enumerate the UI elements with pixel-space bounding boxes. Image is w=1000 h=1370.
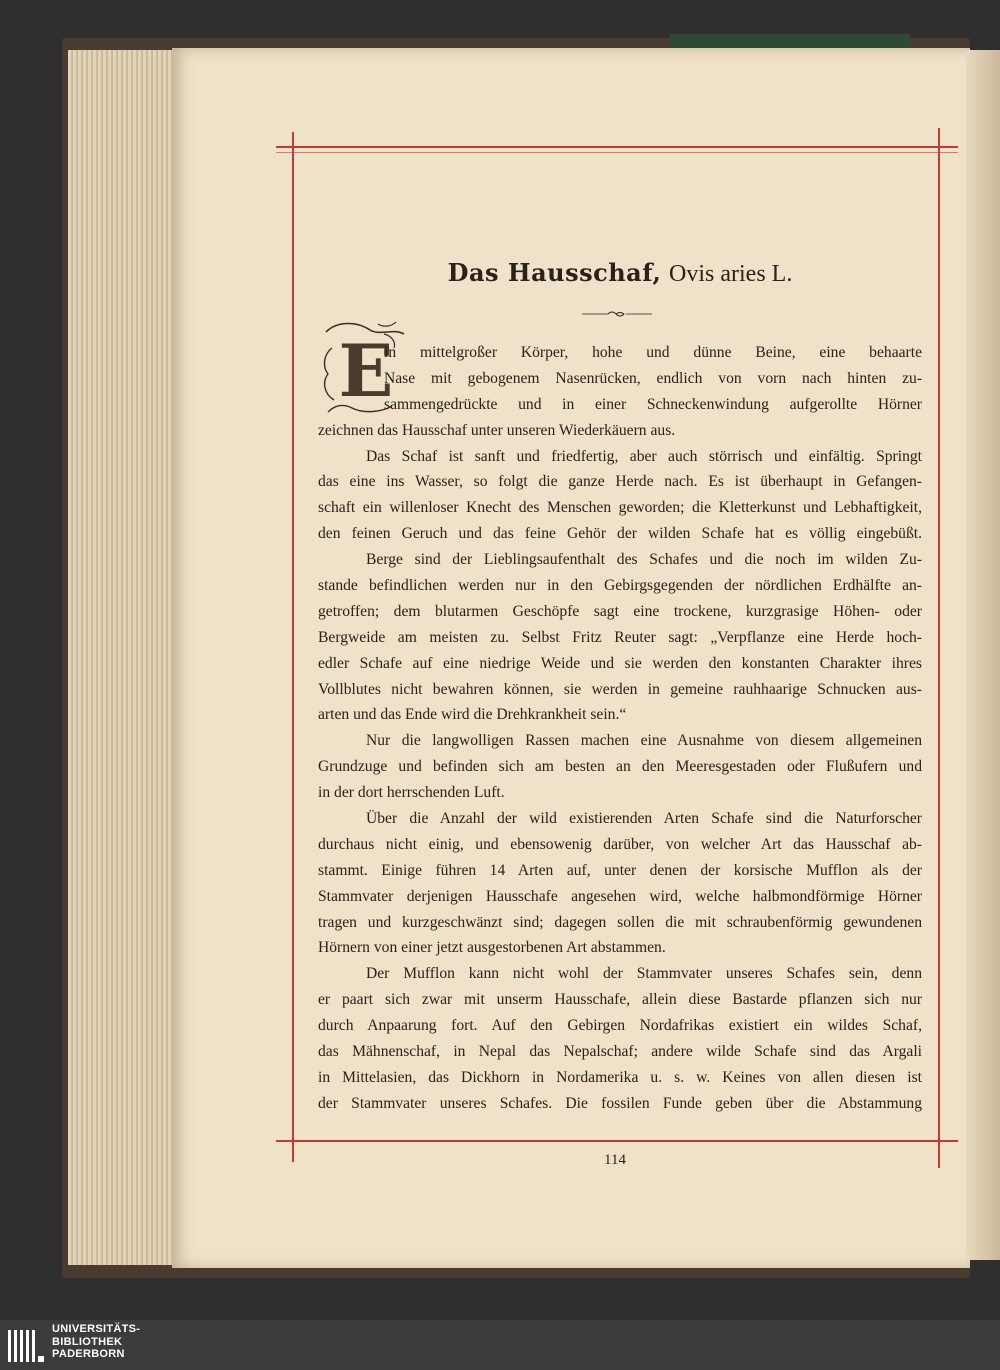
text-line: er paart sich zwar mit unserm Hausschafe, allein diese Bastarde pflanzen sich nur [318,991,922,1009]
text-line: Das Schaf ist sanft und friedfertig, aber auch störrisch und einfältig. Springt [366,447,922,465]
text-line: in Mittelasien, das Dickhorn in Nordamerika u. s. w. Keines von allen diesen ist [318,1068,922,1086]
text-line: arten und das Ende wird die Drehkrankheit sein.“ [318,706,627,724]
text-line: das eine ins Wasser, so folgt die ganze Herde nach. Es ist überhaupt in Gefangen- [318,473,922,491]
library-logo-icon [6,1326,46,1366]
library-name-line1: UNIVERSITÄTS- [52,1323,141,1335]
text-line: Grundzuge und befinden sich am besten an den Meeresgestaden oder Flußufern und [318,758,922,776]
text-line: Vollblutes nicht bewahren können, sie werden in gemeine rauhhaarige Schnucken aus- [318,680,922,698]
frame-rule-top [276,146,958,148]
text-line: Nase mit gebogenem Nasenrücken, endlich von vorn nach hinten zu- [384,369,922,387]
title-german: Das Hausschaf, [447,258,662,287]
text-line: sammengedrückte und in einer Schneckenwindung aufgerollte Hörner [384,395,922,413]
text-line: Hörnern von einer jetzt ausgestorbenen Art abstammen. [318,939,666,957]
text-line: getroffen; dem blutarmen Geschöpfe sagt eine trockene, kurzgrasige Höhen- oder [318,602,922,620]
title-flourish-ornament [582,309,652,319]
text-line: zeichnen das Hausschaf unter unseren Wiederkäuern aus. [318,421,676,439]
text-line: stande befindlichen werden nur in den Gebirgsgegenden der nördlichen Erdhälfte an- [318,577,922,595]
text-line: Der Mufflon kann nicht wohl der Stammvater unseres Schafes sein, denn [366,965,922,983]
text-line: edler Schafe auf eine niedrige Weide und sie werden den konstanten Charakter ihres [318,654,922,672]
next-page-edge [966,50,1000,1260]
text-line: das Mähnenschaf, in Nepal das Nepalschaf; andere wilde Schafe sind das Argali [318,1043,922,1061]
page-title [300,258,940,288]
text-line: durch Anpaarung fort. Auf den Gebirgen Nordafrikas existiert ein wildes Schaf, [318,1017,922,1035]
text-line: Stammvater derjenigen Hausschafe angesehen wird, welche halbmondförmige Hörner [318,887,922,905]
title-latin: Ovis aries L. [669,261,793,287]
page-stack-edge [68,50,178,1265]
text-line: Berge sind der Lieblingsaufenthalt des Schafes und die noch im wilden Zu- [366,551,922,569]
text-line: den feinen Geruch und das feine Gehör der wilden Schafe hat es völlig eingebüßt. [318,525,922,543]
library-name-line3: PADERBORN [52,1348,125,1360]
text-line: tragen und kurzgeschwänzt sind; dagegen sollen die mit schraubenförmig gewundenen [318,913,922,931]
library-name [52,1323,140,1361]
body-text [318,340,922,1117]
text-line: der Stammvater unseres Schafes. Die fossilen Funde geben über die Abstammung [318,1094,922,1112]
text-line: stammt. Einige führen 14 Arten auf, unter denen der korsische Mufflon als der [318,861,922,879]
frame-rule-top-inner [276,152,958,153]
text-line: Bergweide am meisten zu. Selbst Fritz Reuter sagt: „Verpflanze eine Herde hoch- [318,628,922,646]
text-line: in der dort herrschenden Luft. [318,784,505,802]
dropcap-letter: E [338,328,394,413]
text-line: schaft ein willenloser Knecht des Menschen geworden; die Kletterkunst und Lebhaftigkeit, [318,499,922,517]
page-number: 114 [604,1152,626,1168]
library-footer-bar [0,1320,1000,1370]
text-line: Über die Anzahl der wild existierenden Arten Schafe sind die Naturforscher [366,810,922,828]
text-line: Nur die langwolligen Rassen machen eine Ausnahme von diesem allgemeinen [366,732,922,750]
text-line: durchaus nicht einig, und ebensowenig darüber, von welcher Art das Hausschaf ab- [318,835,922,853]
frame-rule-bottom [276,1140,958,1142]
text-line: in mittelgroßer Körper, hohe und dünne Beine, eine behaarte [384,344,922,361]
library-name-line2: BIBLIOTHEK [52,1335,123,1348]
frame-rule-left [292,132,294,1162]
